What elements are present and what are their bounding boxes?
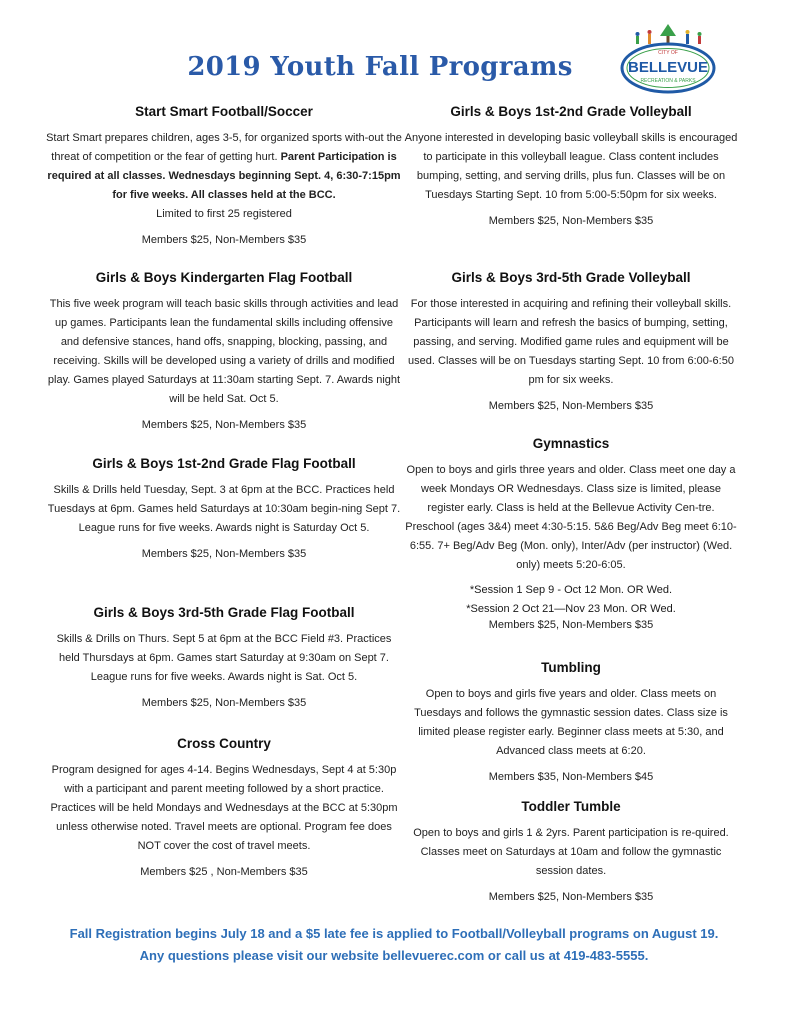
section-price: Members $25, Non-Members $35 bbox=[141, 234, 307, 246]
section-title: Cross Country bbox=[177, 736, 271, 751]
section-description: Skills & Drills held Tuesday, Sept. 3 at 6pm at the BCC. Practices held Tuesdays at 6pm. Games held Saturdays at 10:30am begin-ning Sept 7. League runs for five weeks. Awards night is Saturday Oct 5. bbox=[47, 484, 401, 534]
section-description bbox=[46, 129, 402, 224]
section-price: Members $25, Non-Members $35 bbox=[141, 697, 307, 709]
section-cross-country bbox=[46, 736, 402, 878]
session-2: *Session 2 Oct 21—Nov 23 Mon. OR Wed. bbox=[466, 603, 676, 615]
section-title: Girls & Boys 3rd-5th Grade Flag Football bbox=[93, 605, 355, 620]
logo-subtext: RECREATION & PARKS bbox=[640, 78, 696, 84]
section-3rd-5th-volleyball bbox=[404, 270, 738, 412]
logo-figures-icon bbox=[636, 24, 702, 44]
section-1st-2nd-flag-football bbox=[46, 456, 402, 560]
section-text: Start Smart prepares children, ages 3-5, for organized sports with-out the threat of competition or the fear of getting hurt. bbox=[46, 132, 402, 163]
section-description: For those interested in acquiring and refining their volleyball skills. Participants will learn and refresh the basics of bumping, setting, passing, and serving. Modified game rules and equipment will be used. Classes will be on Tuesdays starting Sept. 10 from 6:00-6:50 pm for six weeks. bbox=[408, 298, 734, 386]
section-description: Anyone interested in developing basic volleyball skills is encouraged to participate in this volleyball league. Class content includes bumping, setting, and serving drills, plus fun. Classes will be on Tuesdays Starting Sept. 10 from 5:00-5:50pm for six weeks. bbox=[404, 132, 738, 201]
section-title: Toddler Tumble bbox=[521, 799, 621, 814]
section-text-after: Limited to first 25 registered bbox=[156, 208, 292, 220]
section-price: Members $25, Non-Members $35 bbox=[488, 400, 654, 412]
section-title: Start Smart Football/Soccer bbox=[135, 104, 313, 119]
section-3rd-5th-flag-football bbox=[46, 605, 402, 709]
section-title: Gymnastics bbox=[532, 436, 610, 451]
section-title: Girls & Boys 1st-2nd Grade Volleyball bbox=[450, 104, 692, 119]
section-description: Open to boys and girls 1 & 2yrs. Parent participation is re-quired. Classes meet on Saturdays at 10am and follow the gymnastic session dates. bbox=[413, 827, 729, 877]
logo-text: BELLEVUE bbox=[627, 59, 709, 76]
section-title: Tumbling bbox=[541, 660, 601, 675]
section-title: Girls & Boys 3rd-5th Grade Volleyball bbox=[451, 270, 691, 285]
section-price: Members $25, Non-Members $35 bbox=[141, 548, 307, 560]
section-tumbling bbox=[404, 660, 738, 783]
section-gymnastics bbox=[404, 436, 738, 631]
page-title: 2019 Youth Fall Programs bbox=[187, 52, 573, 82]
section-price: Members $25, Non-Members $35 bbox=[488, 619, 654, 631]
session-1: *Session 1 Sep 9 - Oct 12 Mon. OR Wed. bbox=[469, 584, 673, 596]
section-bold-text: Parent Participation is required at all classes. Wednesdays beginning Sept. 4, 6:30-7:15pm for five weeks. All classes held at the BCC. bbox=[47, 151, 401, 201]
section-start-smart bbox=[46, 104, 402, 246]
section-description: Program designed for ages 4-14. Begins Wednesdays, Sept 4 at 5:30p with a participant and parent meeting followed by a short practice. Practices will be held Mondays and Wednesdays at the BCC at 5:30pm unless otherwise noted. Travel meets are optional. Program fee does NOT cover the cost of travel meets. bbox=[50, 764, 398, 852]
section-title: Girls & Boys 1st-2nd Grade Flag Football bbox=[92, 456, 356, 471]
section-price: Members $25, Non-Members $35 bbox=[488, 215, 654, 227]
section-1st-2nd-volleyball bbox=[404, 104, 738, 227]
section-description: Skills & Drills on Thurs. Sept 5 at 6pm at the BCC Field #3. Practices held Thursdays at 6pm. Games start Saturday at 9:30am on Sept 7. League runs for five weeks. Awards night is Sat. Oct 5. bbox=[56, 633, 392, 683]
logo-top-text: CITY OF bbox=[658, 50, 678, 56]
bellevue-logo bbox=[618, 22, 718, 104]
section-kindergarten-flag-football bbox=[46, 270, 402, 431]
section-price: Members $25, Non-Members $35 bbox=[488, 891, 654, 903]
section-toddler-tumble bbox=[404, 799, 738, 903]
section-price: Members $35, Non-Members $45 bbox=[488, 771, 654, 783]
section-description: Open to boys and girls five years and older. Class meets on Tuesdays and follows the gymnastic session dates. Class size is limited please register early. Beginner class meets at 5:30, and Advanced class meets at 6:20. bbox=[414, 688, 728, 757]
footer-contact-note: Any questions please visit our website bellevuerec.com or call us at 419-483-5555. bbox=[139, 948, 649, 963]
section-description: This five week program will teach basic skills through activities and lead up games. Participants lean the fundamental skills including offensive and defensive stances, hand offs, snapping, blocking, passing, and receiving. Skills will be developed using a variety of drills and modified play. Games played Saturdays at 11:30am starting Sept. 7. Awards night will be held Sat. Oct 5. bbox=[47, 298, 401, 405]
footer-registration-note: Fall Registration begins July 18 and a $5 late fee is applied to Football/Volleyball programs on August 19. bbox=[69, 926, 719, 941]
section-title: Girls & Boys Kindergarten Flag Football bbox=[95, 270, 353, 285]
section-price: Members $25 , Non-Members $35 bbox=[140, 866, 308, 878]
section-price: Members $25, Non-Members $35 bbox=[141, 419, 307, 431]
section-description: Open to boys and girls three years and older. Class meet one day a week Mondays OR Wednesdays. Class size is limited, please register early. Class is held at the Bellevue Activity Cen-tre. Preschool (ages 3&4) meet 4:30-5:15. 5&6 Beg/Adv Beg meet 6:10-6:55. 7+ Beg/Adv Beg (Mon. only), Inter/Adv (per instructor) (Wed. only) meets 5:20-6:05. bbox=[405, 464, 737, 571]
